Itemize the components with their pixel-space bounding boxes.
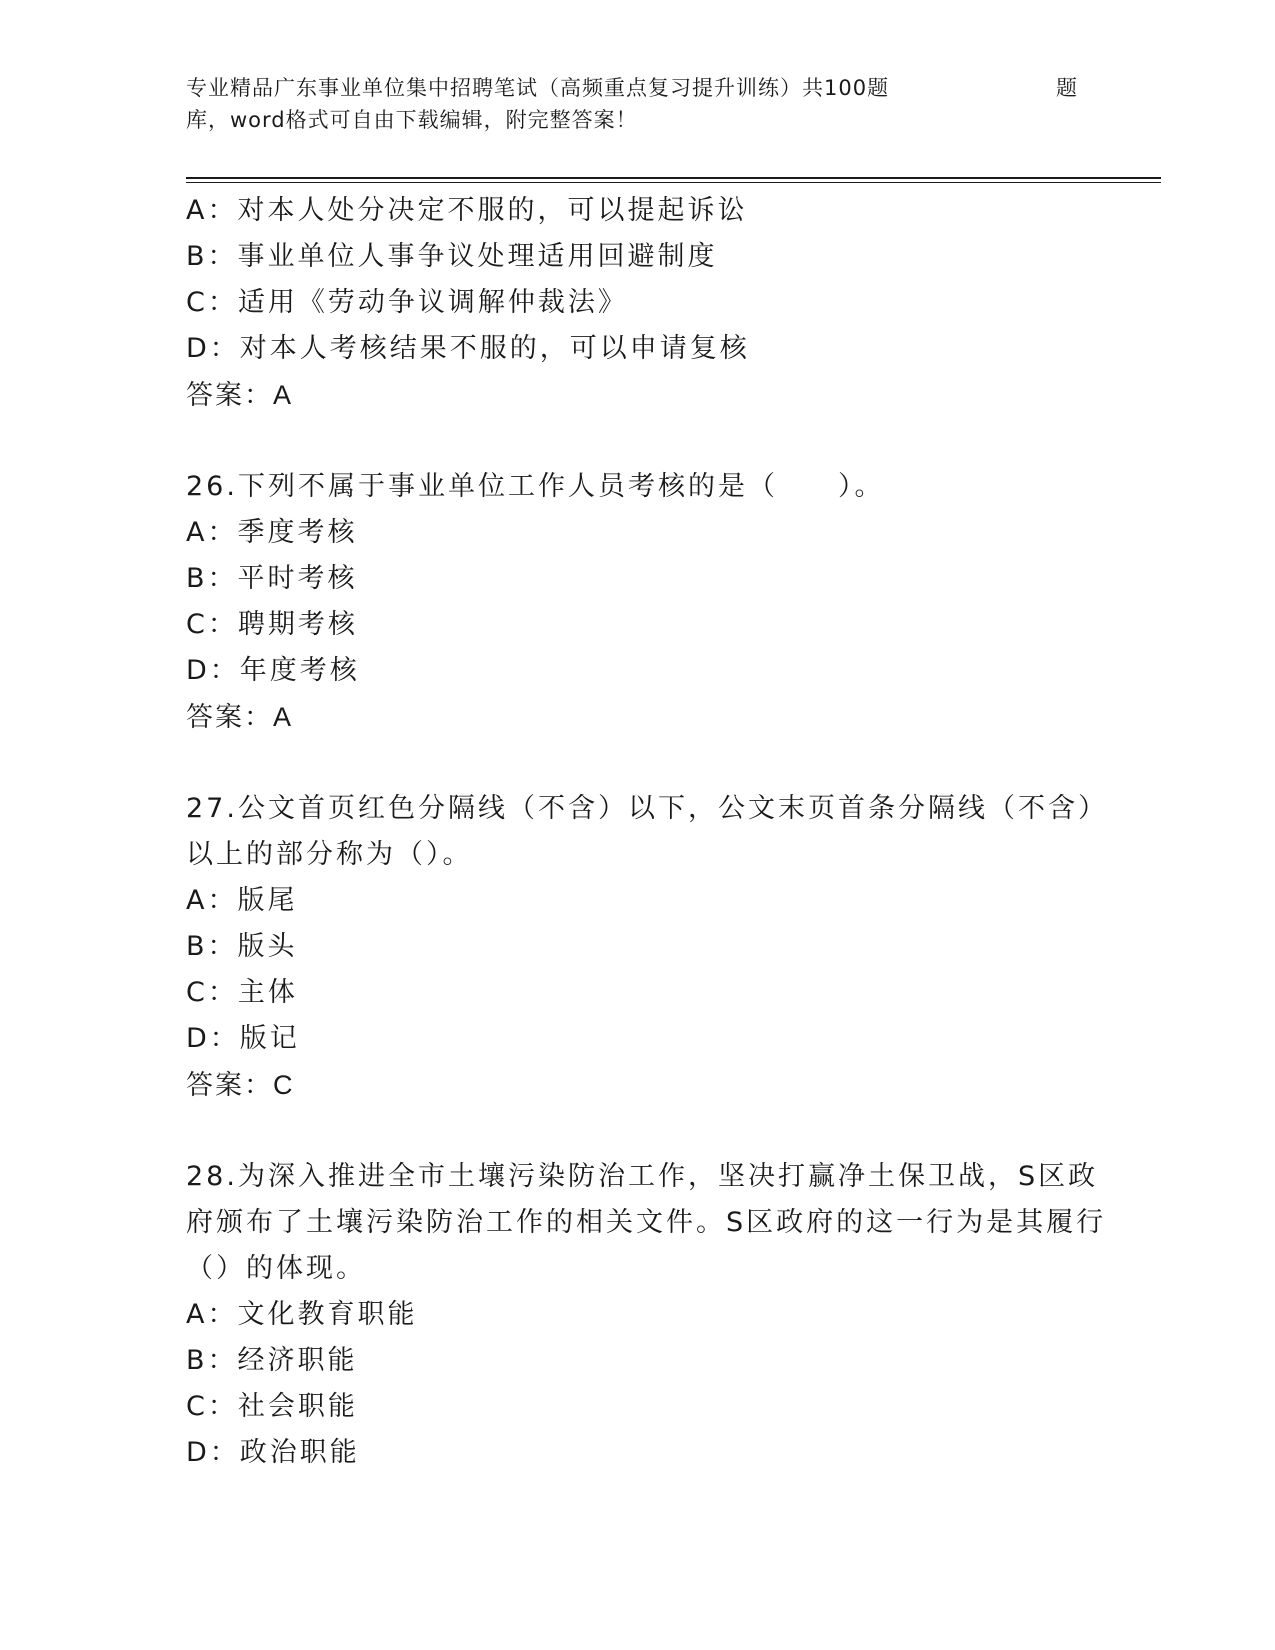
q27-option-d: D：版记	[186, 1023, 300, 1054]
q25-option-c: C：适用《劳动争议调解仲裁法》	[186, 287, 628, 318]
q26-answer: 答案：A	[186, 702, 294, 732]
question-28	[186, 1154, 1107, 1476]
q26-stem: 26.下列不属于事业单位工作人员考核的是（ ）。	[186, 471, 885, 502]
question-spacer	[186, 418, 1086, 464]
question-26	[186, 464, 1086, 740]
q27-option-a: A：版尾	[186, 885, 298, 916]
header-divider-thick	[186, 177, 1161, 179]
q28-option-d: D：政治职能	[186, 1437, 360, 1468]
q28-option-c: C：社会职能	[186, 1391, 358, 1422]
q26-option-d: D：年度考核	[186, 655, 360, 686]
q28-option-a: A：文化教育职能	[186, 1299, 418, 1330]
q25-option-d: D：对本人考核结果不服的，可以申请复核	[186, 333, 750, 364]
q28-stem-line1: 28.为深入推进全市土壤污染防治工作，坚决打赢净土保卫战，S区政	[186, 1161, 1099, 1192]
q26-option-b: B：平时考核	[186, 563, 358, 594]
question-27	[186, 786, 1108, 1108]
question-content	[186, 188, 1108, 1476]
q25-answer: 答案：A	[186, 380, 294, 410]
header-divider-thin	[186, 182, 1161, 183]
q27-option-b: B：版头	[186, 931, 298, 962]
header-title-line1-tail: 题	[1056, 76, 1078, 100]
q25-option-a: A：对本人处分决定不服的，可以提起诉讼	[186, 195, 748, 226]
q27-stem-line2: 以上的部分称为（）。	[186, 839, 473, 870]
q27-stem-line1: 27.公文首页红色分隔线（不含）以下，公文末页首条分隔线（不含）	[186, 793, 1108, 824]
q28-option-b: B：经济职能	[186, 1345, 358, 1376]
q27-option-c: C：主体	[186, 977, 298, 1008]
header-title-line2: 库，word格式可自由下载编辑，附完整答案！	[186, 108, 638, 132]
question-spacer	[186, 1108, 1086, 1154]
header-title-line1: 专业精品广东事业单位集中招聘笔试（高频重点复习提升训练）共100题	[186, 76, 890, 100]
q26-option-a: A：季度考核	[186, 517, 358, 548]
question-spacer	[186, 740, 1086, 786]
q28-stem-line3: （）的体现。	[186, 1253, 366, 1284]
q27-answer: 答案：C	[186, 1070, 295, 1100]
q28-stem-line2: 府颁布了土壤污染防治工作的相关文件。S区政府的这一行为是其履行	[186, 1207, 1107, 1238]
question-25	[186, 188, 1086, 418]
q26-option-c: C：聘期考核	[186, 609, 358, 640]
page-header	[186, 72, 1086, 142]
q25-option-b: B：事业单位人事争议处理适用回避制度	[186, 241, 718, 272]
